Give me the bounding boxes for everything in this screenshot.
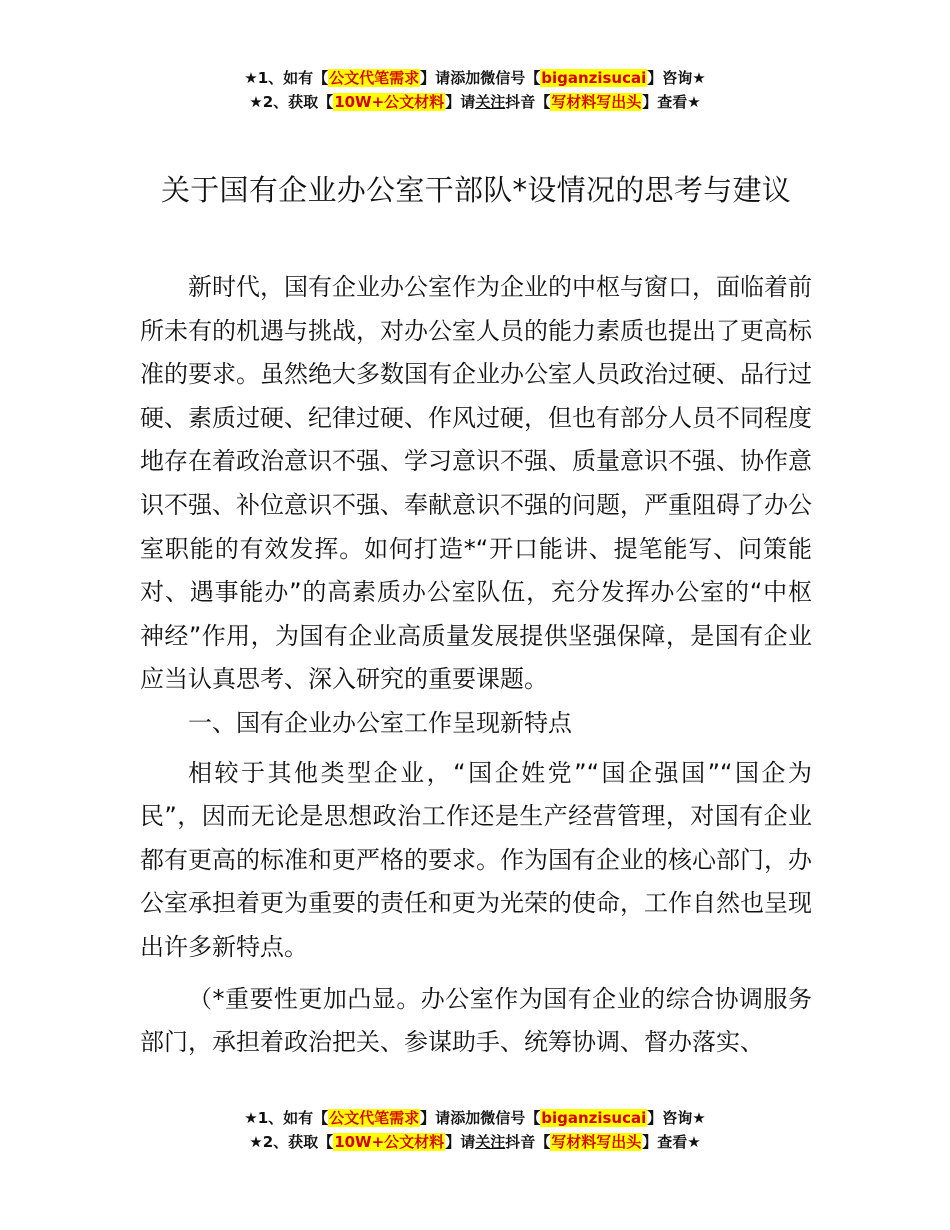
banner-text: 添加 — [450, 1109, 481, 1127]
banner-text: 】查看★ — [642, 1133, 701, 1151]
banner-text: 】咨询★ — [647, 69, 706, 87]
banner-line-2 — [0, 90, 950, 114]
highlight-materials: 10W+公文材料 — [334, 93, 445, 111]
paragraph-subsection-1: （*重要性更加凸显。办公室作为国有企业的综合协调服务部门，承担着政治把关、参谋助手、统筹协调、督办落实、 — [140, 984, 812, 1057]
highlight-wechat-id: biganzisucai — [541, 69, 647, 87]
banner-text: 微信号【 — [480, 1109, 541, 1127]
paragraph-intro: 新时代，国有企业办公室作为企业的中枢与窗口，面临着前所未有的机遇与挑战，对办公室人员的能力素质也提出了更高标准的要求。虽然绝大多数国有企业办公室人员政治过硬、品行过硬、素质过硬、纪律过硬、作风过硬，但也有部分人员不同程度地存在着政治意识不强、学习意识不强、质量意识不强、协作意识不强、补位意识不强、奉献意识不强的问题，严重阻碍了办公室职能的有效发挥。如何打造*“开口能讲、提笔能写、问策能对、遇事能办”的高素质办公室队伍，充分发挥办公室的“中枢神经”作用，为国有企业高质量发展提供坚强保障，是国有企业应当认真思考、深入研究的重要课题。 — [140, 273, 812, 694]
banner-text: 】请 — [420, 69, 451, 87]
banner-text: ★1、如有【 — [244, 69, 329, 87]
banner-text: 】查看★ — [642, 93, 701, 111]
banner-text: 关注 — [475, 93, 506, 111]
banner-text: ★2、获取【 — [249, 93, 334, 111]
banner-text: 抖音【 — [505, 1133, 551, 1151]
banner-line-1 — [0, 1106, 950, 1130]
highlight-douyin-account: 写材料写出头 — [551, 93, 642, 111]
banner-text: 添加 — [450, 69, 481, 87]
highlight-douyin-account: 写材料写出头 — [551, 1133, 642, 1151]
highlight-wechat-id: biganzisucai — [541, 1109, 647, 1127]
banner-text: 微信号【 — [480, 69, 541, 87]
banner-line-1 — [0, 66, 950, 90]
banner-text: 抖音【 — [505, 93, 551, 111]
highlight-ghostwriting: 公文代笔需求 — [329, 69, 420, 87]
banner-text: 】请 — [445, 93, 476, 111]
document-body — [140, 266, 812, 1065]
banner-text: 】请 — [420, 1109, 451, 1127]
paragraph-section-1: 相较于其他类型企业，“国企姓党”“国企强国”“国企为民”，因而无论是思想政治工作还是生产经营管理，对国有企业都有更高的标准和更严格的要求。作为国有企业的核心部门，办公室承担着更为重要的责任和更为光荣的使命，工作自然也呈现出许多新特点。 — [140, 758, 812, 961]
banner-text: ★1、如有【 — [244, 1109, 329, 1127]
banner-text: ★2、获取【 — [249, 1133, 334, 1151]
highlight-materials: 10W+公文材料 — [334, 1133, 445, 1151]
banner-text: 】咨询★ — [647, 1109, 706, 1127]
header-banner — [0, 66, 950, 114]
document-title: 关于国有企业办公室干部队*设情况的思考与建议 — [160, 173, 792, 207]
banner-text: 关注 — [475, 1133, 506, 1151]
banner-line-2 — [0, 1130, 950, 1154]
footer-banner — [0, 1106, 950, 1154]
highlight-ghostwriting: 公文代笔需求 — [329, 1109, 420, 1127]
section-heading-1: 一、国有企业办公室工作呈现新特点 — [188, 708, 572, 737]
banner-text: 】请 — [445, 1133, 476, 1151]
